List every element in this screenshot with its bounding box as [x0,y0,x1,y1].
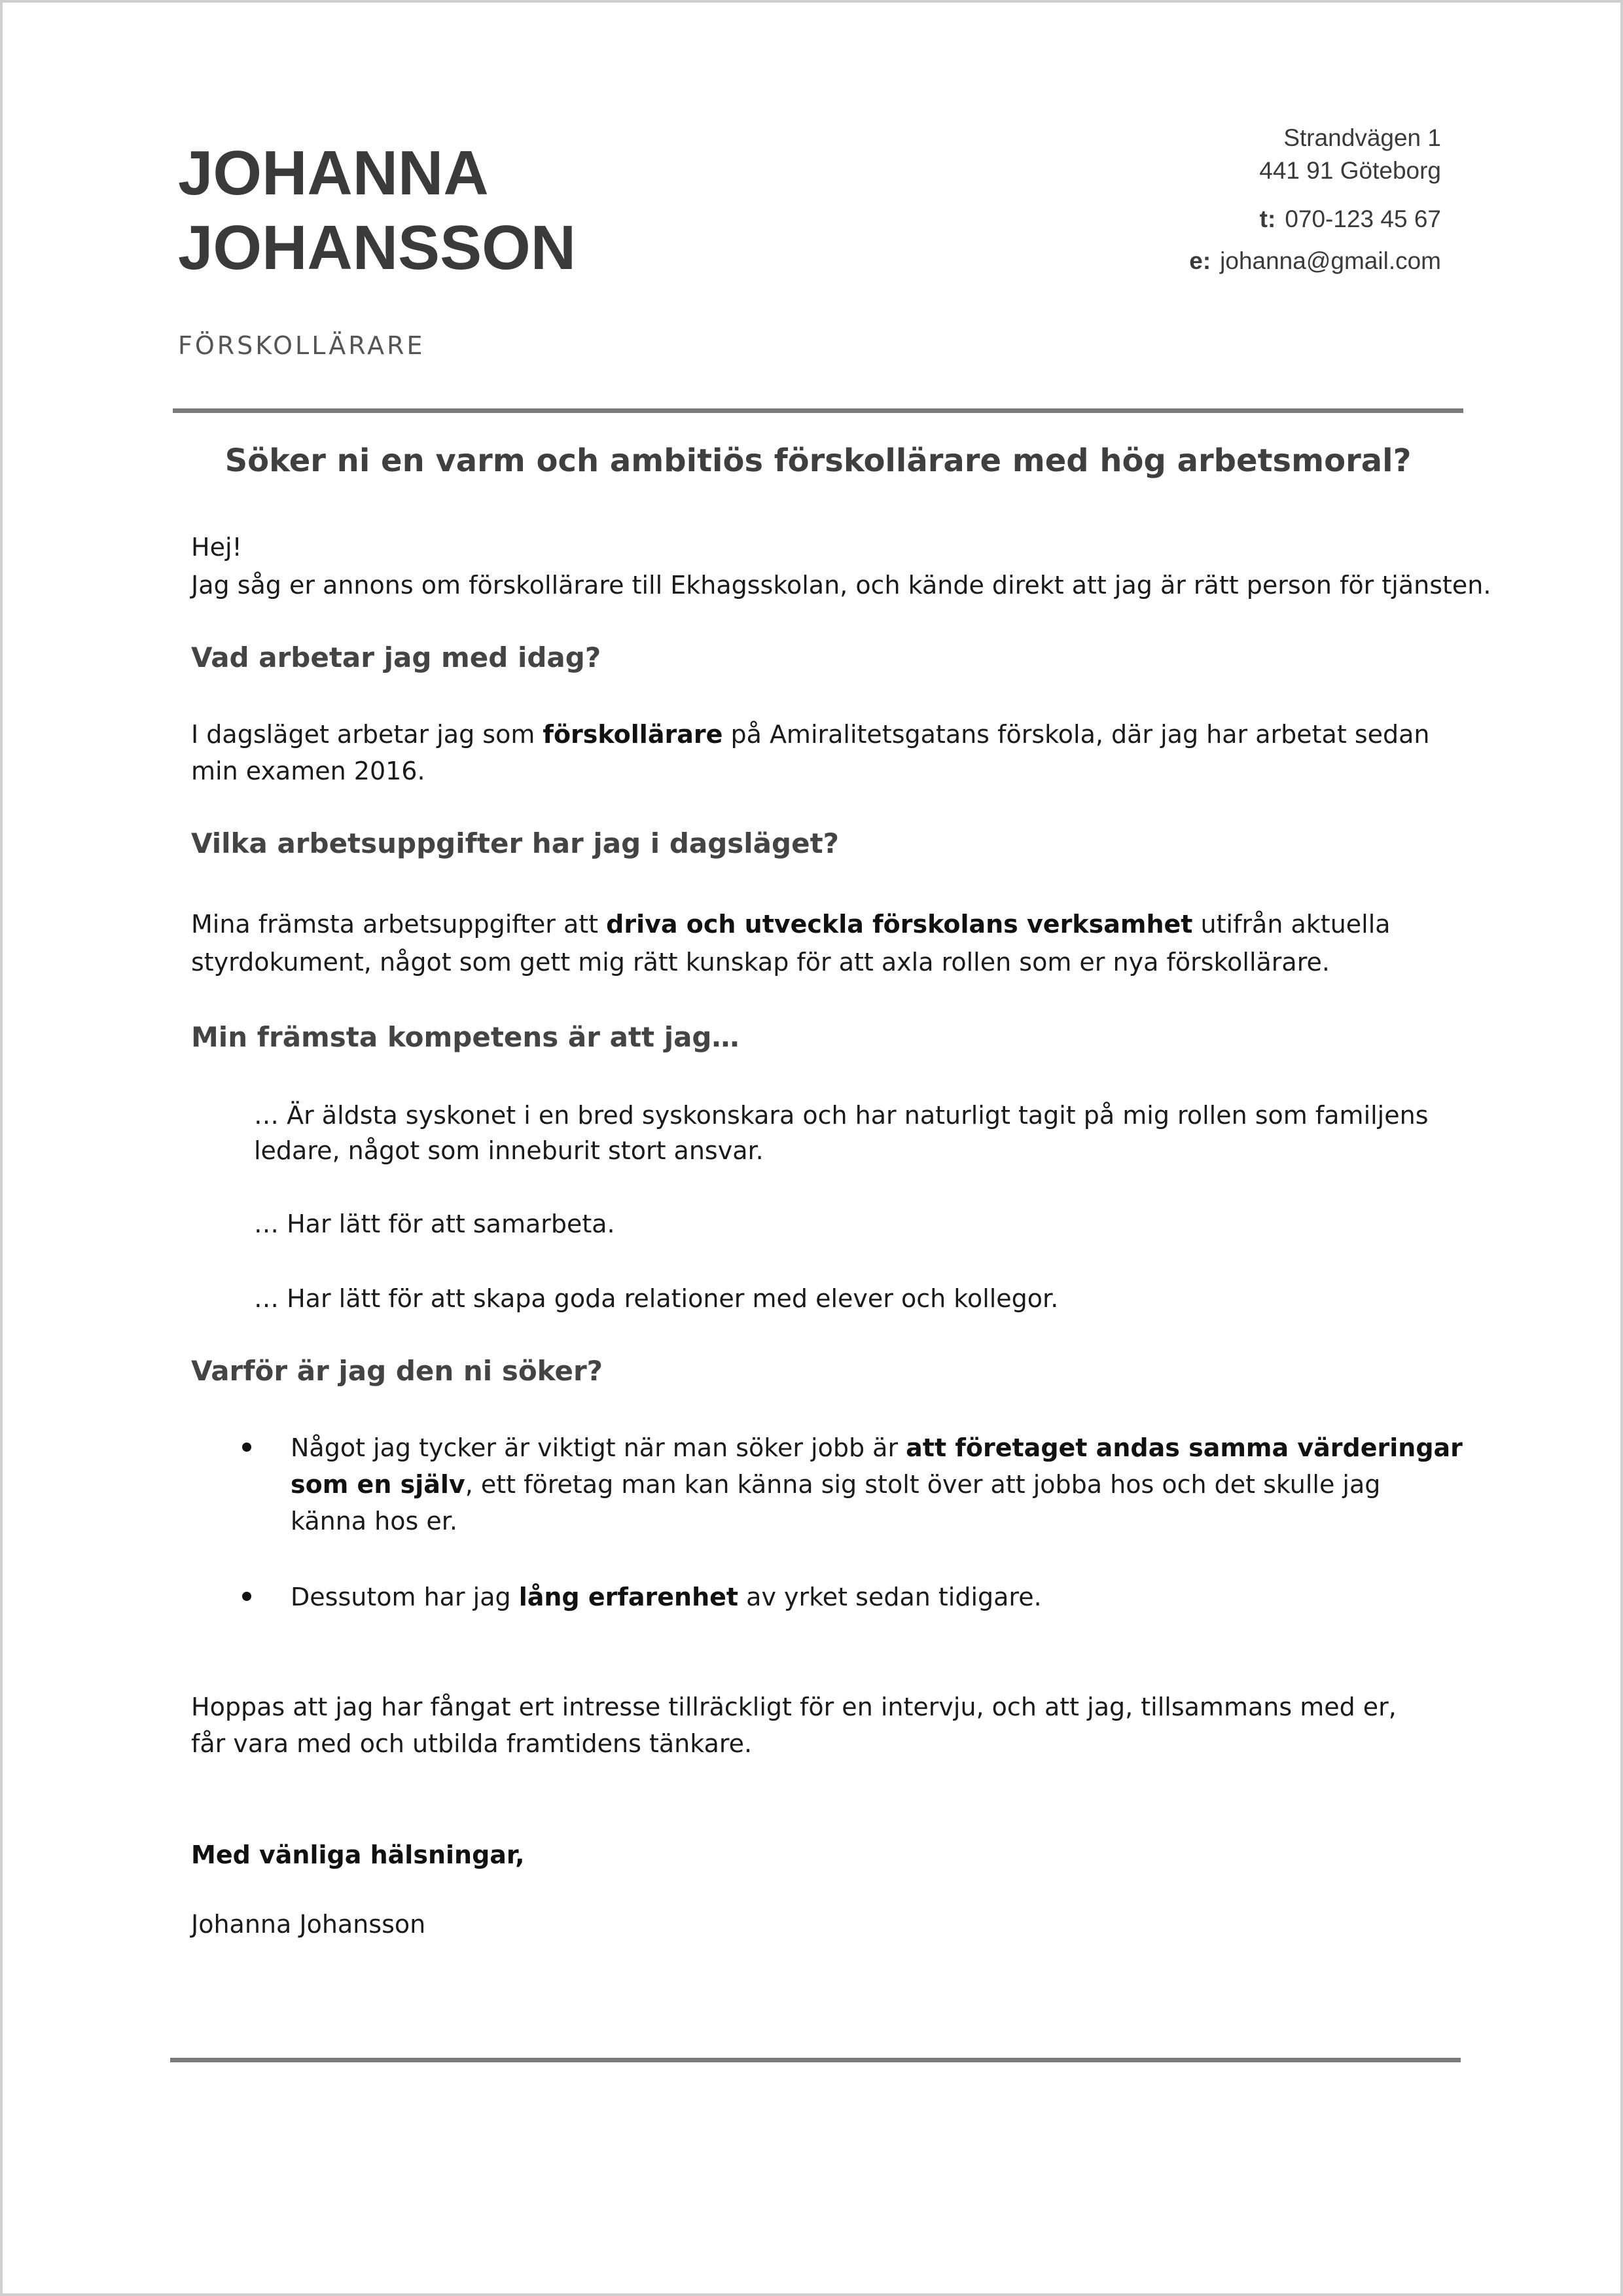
text-run: Mina främsta arbetsuppgifter att [191,910,607,939]
closing-line1: Hoppas att jag har fångat ert intresse tillräckligt för en intervju, och att jag, tillsammans med er, [191,1693,1397,1721]
email-address: johanna@gmail.com [1220,247,1441,274]
competence-item-1-line2: ledare, något som inneburit stort ansvar. [254,1136,764,1165]
bold-run: som en själv [291,1470,465,1499]
job-title: FÖRSKOLLÄRARE [178,331,425,360]
why-bullet-1-line2 [291,1466,1380,1503]
name-first: JOHANNA [178,138,489,208]
phone-number: 070-123 45 67 [1285,206,1441,232]
email-label: e: [1189,247,1211,274]
text-run: Dessutom har jag [291,1583,519,1611]
name-last: JOHANSSON [178,213,577,283]
applicant-name [178,136,576,285]
bold-run: driva och utveckla förskolans verksamhet [606,910,1193,939]
address-city: 441 91 Göteborg [1259,157,1441,184]
section-heading-current-work: Vad arbetar jag med idag? [191,641,601,673]
regards: Med vänliga hälsningar, [191,1840,525,1869]
section-heading-why-me: Varför är jag den ni söker? [191,1355,603,1387]
bold-run: att företaget andas samma värderingar [906,1433,1463,1462]
competence-item-1-line1: … Är äldsta syskonet i en bred syskonskara och har naturligt tagit på mig rollen som familjens [254,1101,1429,1130]
top-divider [173,408,1463,413]
section-heading-tasks: Vilka arbetsuppgifter har jag i dagsläget? [191,827,840,859]
current-work-line1 [191,716,1429,753]
why-bullet-2 [291,1579,1042,1615]
text-run: , ett företag man kan känna sig stolt över att jobba hos och det skulle jag [465,1470,1381,1499]
current-work-line2: min examen 2016. [191,757,425,785]
text-run: Något jag tycker är viktigt när man söker jobb är [291,1433,906,1462]
bold-run: lång erfarenhet [518,1583,739,1611]
why-bullet-1-line1 [291,1429,1463,1466]
competence-item-2: … Har lätt för att samarbeta. [254,1210,615,1238]
phone-line [1260,206,1441,233]
greeting: Hej! [191,533,242,562]
tasks-line2: styrdokument, något som gett mig rätt kunskap för att axla rollen som er nya förskollärare. [191,948,1330,977]
bold-run: förskollärare [543,720,723,749]
text-run: I dagsläget arbetar jag som [191,720,543,749]
letter-headline: Söker ni en varm och ambitiös förskollärare med hög arbetsmoral? [224,442,1412,479]
competence-item-3: … Har lätt för att skapa goda relationer med elever och kollegor. [254,1284,1059,1313]
text-run: av yrket sedan tidigare. [738,1583,1042,1611]
bullet-icon [242,1443,251,1452]
closing-line2: får vara med och utbilda framtidens tänkare. [191,1729,753,1758]
intro-line: Jag såg er annons om förskollärare till Ekhagsskolan, och kände direkt att jag är rätt person för tjänsten. [191,571,1491,600]
email-line [1189,247,1441,275]
text-run: på Amiralitetsgatans förskola, där jag har arbetat sedan [722,720,1430,749]
why-bullet-1-line3: känna hos er. [291,1507,457,1535]
signature-name: Johanna Johansson [191,1910,426,1939]
text-run: utifrån aktuella [1192,910,1391,939]
tasks-line1 [191,906,1391,942]
bullet-icon [242,1592,251,1601]
section-heading-competence: Min främsta kompetens är att jag… [191,1021,740,1053]
phone-label: t: [1259,206,1276,232]
bottom-divider [170,2058,1461,2062]
address-street: Strandvägen 1 [1283,124,1441,151]
